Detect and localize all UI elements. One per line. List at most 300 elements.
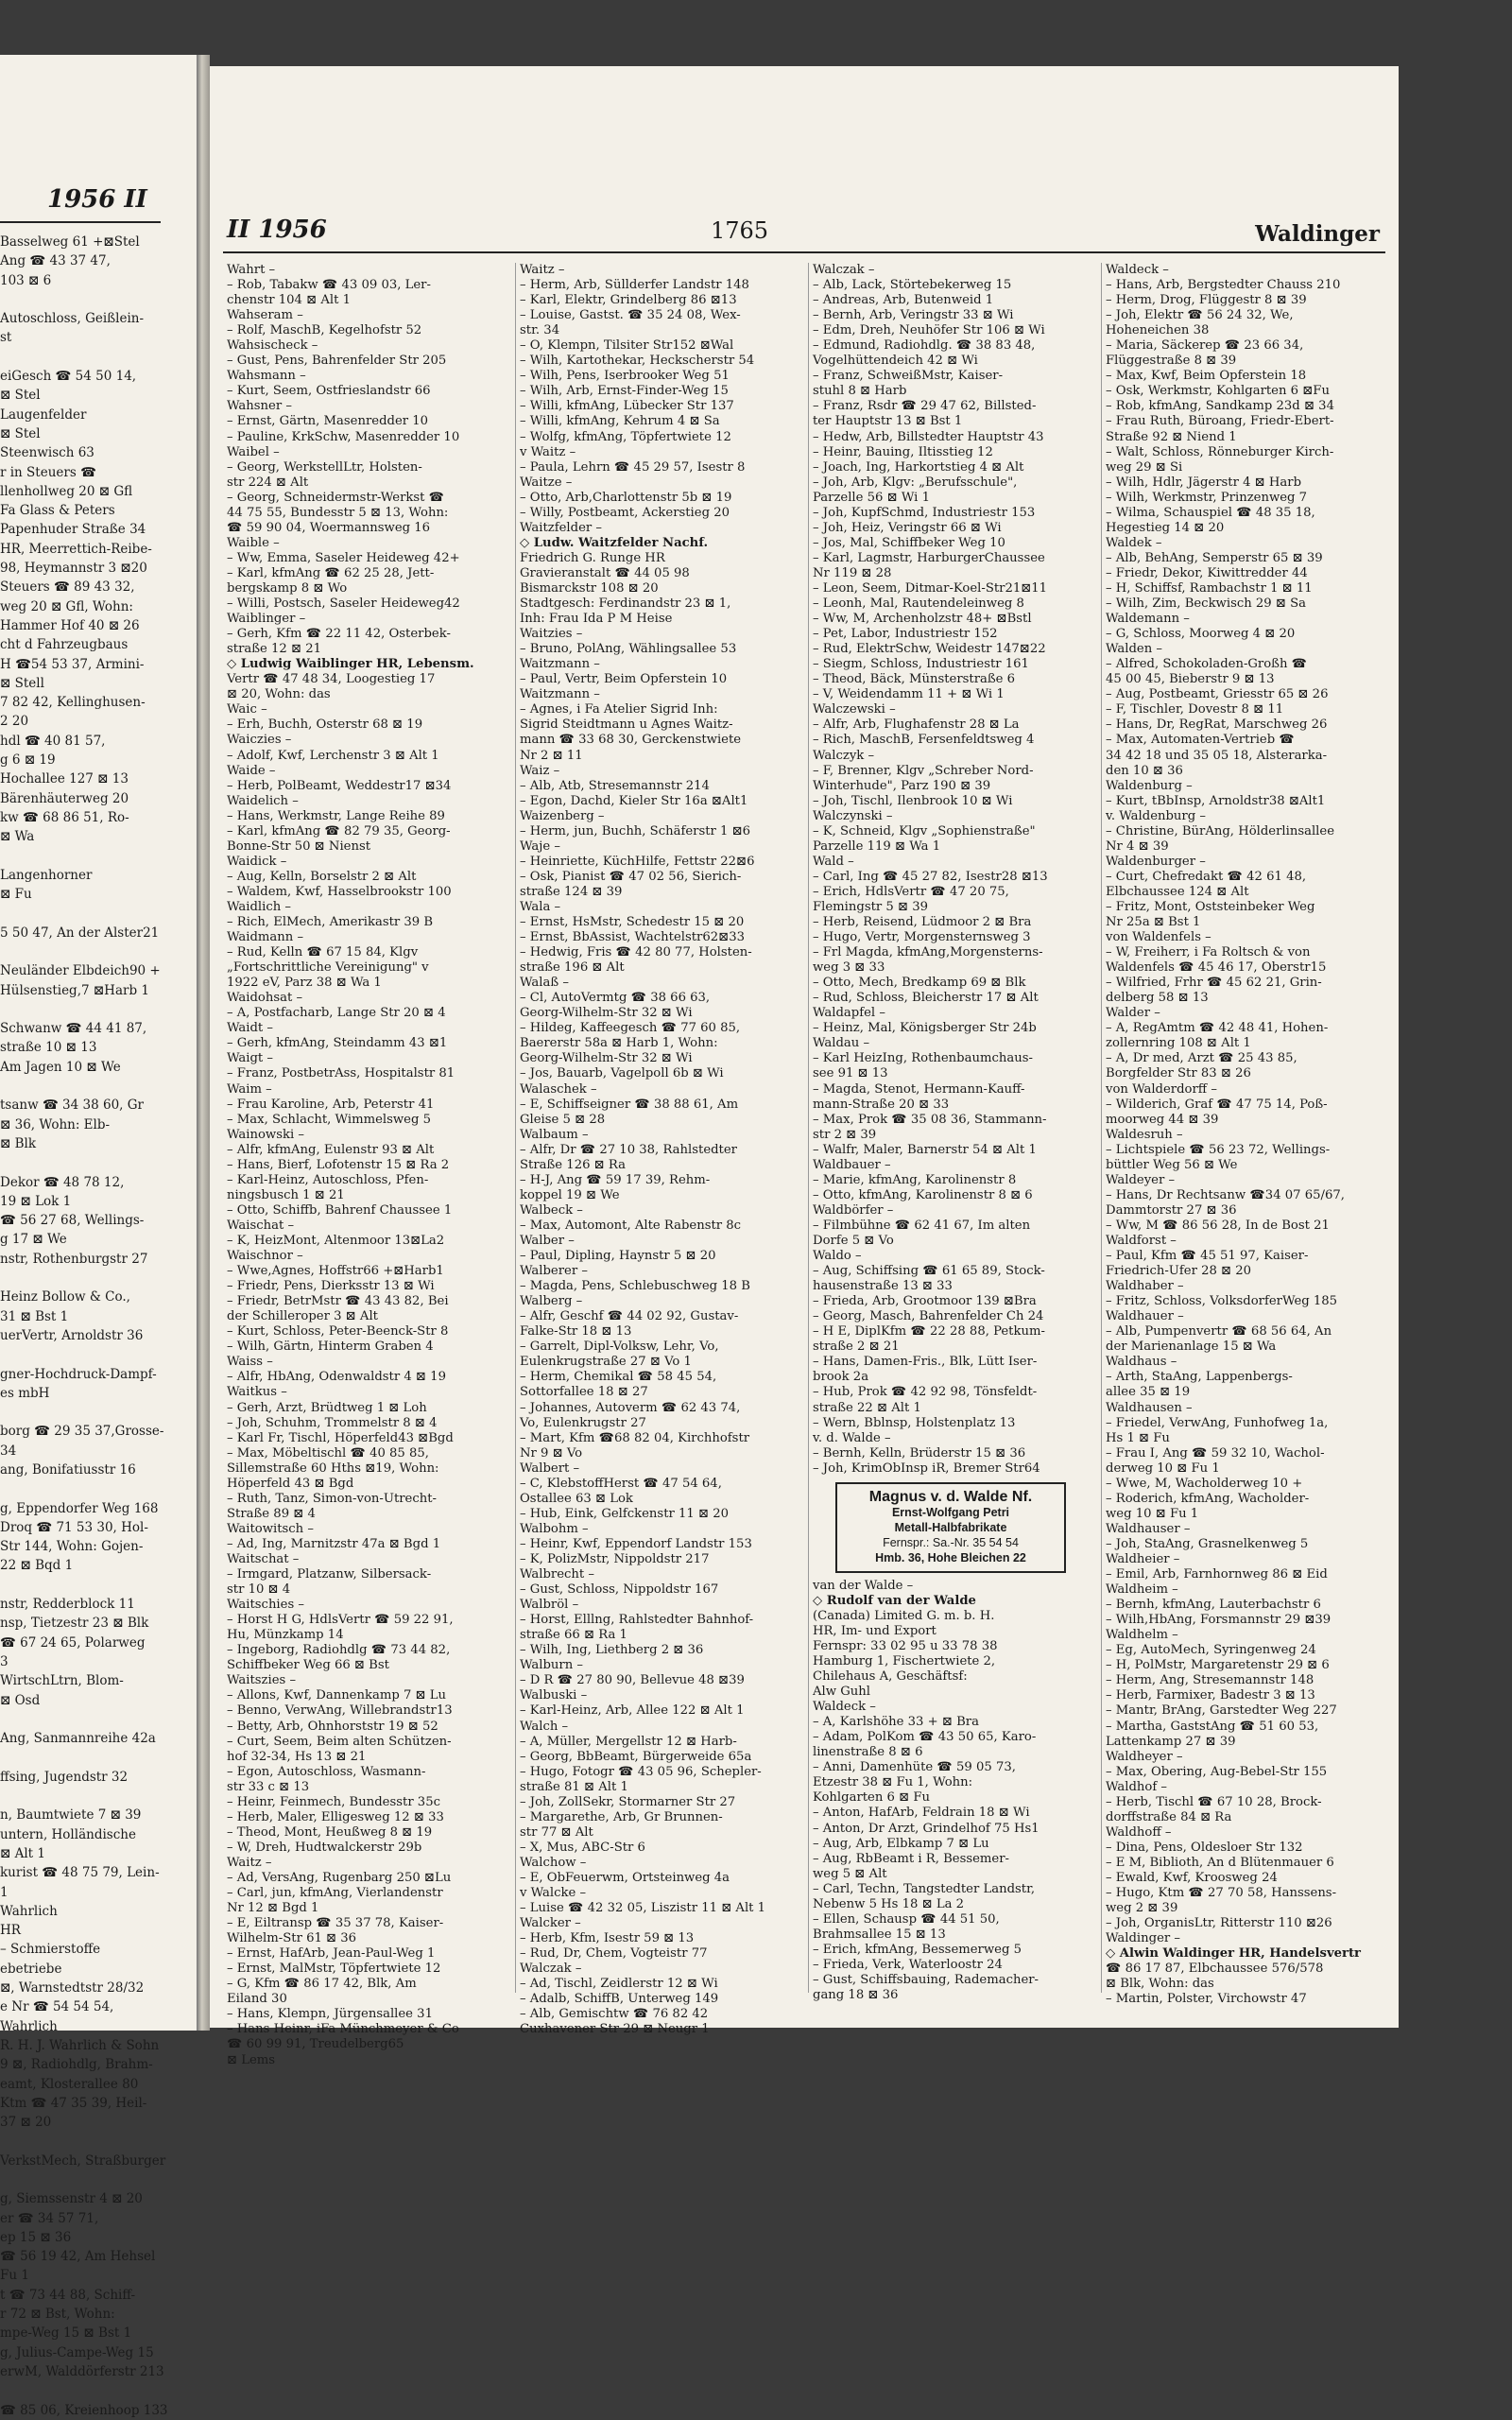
directory-entry-line: ter Hauptstr 13 ⊠ Bst 1 bbox=[813, 414, 963, 429]
directory-entry-line: – A, Müller, Mergellstr 12 ⊠ Harb- bbox=[520, 1734, 737, 1749]
directory-entry-line: – Frau I, Ang ☎ 59 32 10, Wachol- bbox=[1106, 1445, 1325, 1461]
directory-entry-line: – Aug, Kelln, Borselstr 2 ⊠ Alt bbox=[227, 869, 417, 884]
directory-entry-line: ◇ Ludw. Waitzfelder Nachf. bbox=[520, 535, 709, 550]
directory-entry-line: – Siegm, Schloss, Industriestr 161 bbox=[813, 657, 1029, 672]
directory-entry-line: Waldhoff – bbox=[1106, 1824, 1172, 1840]
guide-word: Waldinger bbox=[1255, 221, 1380, 247]
directory-entry-line: – Hans, Bierf, Lofotenstr 15 ⊠ Ra 2 bbox=[227, 1157, 450, 1172]
directory-entry-line: ⊠ Stell bbox=[0, 675, 44, 691]
directory-entry-line: – Wwe, M, Wacholderweg 10 + bbox=[1106, 1476, 1303, 1491]
directory-entry-line: Waldau – bbox=[813, 1036, 870, 1051]
directory-entry-line: – Rich, ElMech, Amerikastr 39 B bbox=[227, 915, 434, 930]
directory-entry-line: Eulenkrugstraße 27 ⊠ Vo 1 bbox=[520, 1355, 692, 1370]
directory-entry-line: – Friedr, BetrMstr ☎ 43 43 82, Bei bbox=[227, 1294, 449, 1309]
directory-entry-line: koppel 19 ⊠ We bbox=[520, 1187, 620, 1202]
directory-entry-line: Waitzmann – bbox=[520, 657, 600, 672]
directory-entry-line: Steenwisch 63 bbox=[0, 445, 94, 461]
directory-entry-line: 34 bbox=[0, 1443, 17, 1459]
directory-entry-line: – Otto, Schiffb, Bahrenf Chaussee 1 bbox=[227, 1202, 453, 1218]
directory-entry-line: Waigt – bbox=[227, 1051, 274, 1066]
directory-entry-line: – Egon, Dachd, Kieler Str 16a ⊠Alt1 bbox=[520, 793, 748, 808]
directory-entry-line: – Lichtspiele ☎ 56 23 72, Wellings- bbox=[1106, 1142, 1331, 1157]
directory-entry-line: – Ernst, Gärtn, Masenredder 10 bbox=[227, 414, 429, 429]
directory-entry-line: Waible – bbox=[227, 535, 280, 550]
directory-entry-line: st bbox=[0, 330, 12, 346]
directory-entry-line: ⊠ 20, Wohn: das bbox=[227, 687, 331, 702]
directory-entry-line: Kohlgarten 6 ⊠ Fu bbox=[813, 1790, 931, 1806]
directory-entry-line: – Ellen, Schausp ☎ 44 51 50, bbox=[813, 1911, 1000, 1927]
directory-entry-line: Waldheim – bbox=[1106, 1582, 1178, 1598]
directory-entry-line: – Heinr, Bauing, Iltisstieg 12 bbox=[813, 444, 993, 459]
directory-entry-line: – Schmierstoffe bbox=[0, 1942, 101, 1958]
directory-entry-line: ⊠, Warnstedtstr 28/32 bbox=[0, 1980, 145, 1996]
column-divider bbox=[808, 263, 809, 1993]
directory-entry-line: Waitschies – bbox=[227, 1598, 305, 1613]
directory-entry-line: Ktm ☎ 47 35 39, Heil- bbox=[0, 2095, 147, 2111]
directory-entry-line: Droq ☎ 71 53 30, Hol- bbox=[0, 1519, 148, 1535]
directory-entry-line: – Georg, WerkstellLtr, Holsten- bbox=[227, 459, 422, 475]
directory-entry-line: – Gust, Pens, Bahrenfelder Str 205 bbox=[227, 354, 447, 369]
directory-entry-line: – Aug, Schiffsing ☎ 61 65 89, Stock- bbox=[813, 1264, 1045, 1279]
directory-entry-line: Waide – bbox=[227, 763, 276, 778]
column-3 bbox=[813, 263, 1101, 2003]
directory-entry-line: er ☎ 34 57 71, bbox=[0, 2210, 99, 2226]
directory-entry-line: Str 144, Wohn: Gojen- bbox=[0, 1539, 144, 1555]
directory-entry-line: ☎ 67 24 65, Polarweg bbox=[0, 1634, 146, 1651]
directory-entry-line: Waidohsat – bbox=[227, 991, 303, 1006]
directory-entry-line: ⊠ Stel bbox=[0, 388, 41, 404]
directory-entry-line: v Walcke – bbox=[520, 1886, 587, 1901]
directory-entry-line: – Martha, GaststAng ☎ 51 60 53, bbox=[1106, 1719, 1319, 1734]
directory-entry-line: – Walfr, Maler, Barnerstr 54 ⊠ Alt 1 bbox=[813, 1142, 1037, 1157]
directory-entry-line: 34 42 18 und 35 05 18, Alsterarka- bbox=[1106, 748, 1328, 763]
directory-entry-line bbox=[0, 1345, 189, 1364]
directory-entry-line: – Frl Magda, kfmAng,Morgensterns- bbox=[813, 945, 1043, 960]
directory-entry-line: Walczak – bbox=[520, 1962, 582, 1977]
directory-entry-line: – Filmbühne ☎ 62 41 67, Im alten bbox=[813, 1218, 1031, 1233]
directory-entry-line: – Adalb, SchiffB, Unterweg 149 bbox=[520, 1992, 719, 2007]
directory-entry-line: Schwanw ☎ 44 41 87, bbox=[0, 1021, 147, 1037]
directory-entry-line: – Karl Fr, Tischl, Höperfeld43 ⊠Bgd bbox=[227, 1430, 454, 1445]
directory-entry-line: Walbröl – bbox=[520, 1598, 579, 1613]
directory-entry-line: Georg-Wilhelm-Str 32 ⊠ Wi bbox=[520, 1006, 693, 1021]
header-rule bbox=[0, 221, 161, 223]
directory-entry-line: Hammer Hof 40 ⊠ 26 bbox=[0, 617, 140, 633]
directory-entry-line: Langenhorner bbox=[0, 867, 93, 883]
directory-entry-line: – V, Weidendamm 11 + ⊠ Wi 1 bbox=[813, 687, 1005, 702]
directory-entry-line: – H-J, Ang ☎ 59 17 39, Rehm- bbox=[520, 1172, 711, 1187]
directory-entry-line: Wahrlich bbox=[0, 2018, 58, 2034]
directory-entry-line: Waitzmann – bbox=[520, 687, 600, 702]
directory-entry-line: – Edmund, Radiohdlg. ☎ 38 83 48, bbox=[813, 338, 1036, 354]
directory-entry-line: kurist ☎ 48 75 79, Lein- bbox=[0, 1865, 160, 1881]
directory-entry-line: str 2 ⊠ 39 bbox=[813, 1127, 877, 1142]
directory-entry-line: Waldenburg – bbox=[1106, 778, 1193, 793]
directory-entry-line: – Hans, Dr, RegRat, Marschweg 26 bbox=[1106, 717, 1328, 733]
directory-entry-line: – Fritz, Mont, Oststeinbeker Weg bbox=[1106, 899, 1315, 914]
directory-entry-line: HR bbox=[0, 1923, 21, 1939]
directory-entry-line: – Alfred, Schokoladen-Großh ☎ bbox=[1106, 657, 1308, 672]
directory-entry-line: Straße 92 ⊠ Niend 1 bbox=[1106, 429, 1237, 444]
directory-entry-line: weg 3 ⊠ 33 bbox=[813, 960, 885, 976]
directory-entry-line: Walberer – bbox=[520, 1264, 588, 1279]
directory-entry-line: Sigrid Steidtmann u Agnes Waitz- bbox=[520, 717, 733, 733]
directory-entry-line: Waiczies – bbox=[227, 733, 292, 748]
directory-entry-line: ⊠ Wa bbox=[0, 829, 35, 845]
directory-entry-line: von Waldenfels – bbox=[1106, 930, 1211, 945]
directory-entry-line: – Alb, Pumpenvertr ☎ 68 56 64, An bbox=[1106, 1324, 1332, 1340]
directory-entry-line: – Mart, Kfm ☎68 82 04, Kirchhofstr bbox=[520, 1430, 750, 1445]
directory-entry-line: – Kurt, Seem, Ostfrieslandstr 66 bbox=[227, 384, 431, 399]
directory-entry-line: Waldhauer – bbox=[1106, 1309, 1184, 1324]
directory-entry-line: – Margarethe, Arb, Gr Brunnen- bbox=[520, 1809, 723, 1824]
directory-entry-line: – Ww, M, Archenholzstr 48+ ⊠Bstl bbox=[813, 612, 1032, 627]
directory-entry-line: Waic – bbox=[227, 702, 267, 717]
directory-entry-line: – Karl HeizIng, Rothenbaumchaus- bbox=[813, 1051, 1033, 1066]
directory-entry-line: – K, HeizMont, Altenmoor 13⊠La2 bbox=[227, 1234, 445, 1248]
directory-entry-line: – Joh, KrimObInsp iR, Bremer Str64 bbox=[813, 1461, 1040, 1476]
directory-entry-line: g, Eppendorfer Weg 168 bbox=[0, 1500, 159, 1516]
directory-entry-line: untern, Holländische bbox=[0, 1826, 136, 1842]
directory-entry-line: – Wilh, Ing, Liethberg 2 ⊠ 36 bbox=[520, 1643, 704, 1658]
directory-entry-line: straße 12 ⊠ 21 bbox=[227, 642, 322, 657]
book-gutter bbox=[197, 55, 210, 2031]
directory-entry-line: – Magda, Pens, Schlebuschweg 18 B bbox=[520, 1279, 750, 1294]
directory-entry-line: Walchow – bbox=[520, 1855, 587, 1870]
ad-title: Magnus v. d. Walde Nf. bbox=[868, 1488, 1033, 1505]
directory-entry-line: Vogelhüttendeich 42 ⊠ Wi bbox=[813, 354, 978, 369]
directory-entry-line: – W, Freiherr, i Fa Roltsch & von bbox=[1106, 945, 1311, 960]
directory-entry-line: Walaß – bbox=[520, 976, 569, 991]
directory-entry-line: – H E, DiplKfm ☎ 22 28 88, Petkum- bbox=[813, 1324, 1045, 1340]
directory-entry-line: – Ingeborg, Radiohdlg ☎ 73 44 82, bbox=[227, 1643, 451, 1658]
directory-entry-line: – Friedel, VerwAng, Funhofweg 1a, bbox=[1106, 1415, 1329, 1430]
directory-entry-line: – Gerh, kfmAng, Steindamm 43 ⊠1 bbox=[227, 1036, 448, 1051]
directory-entry-line: ebetriebe bbox=[0, 1961, 62, 1977]
directory-entry-line: – Rob, kfmAng, Sandkamp 23d ⊠ 34 bbox=[1106, 399, 1334, 414]
directory-entry-line: – Paul, Kfm ☎ 45 51 97, Kaiser- bbox=[1106, 1249, 1309, 1264]
directory-entry-line: – G, Kfm ☎ 86 17 42, Blk, Am bbox=[227, 1977, 417, 1992]
directory-entry-line: – Leon, Seem, Ditmar-Koel-Str21⊠11 bbox=[813, 580, 1048, 596]
left-page-column bbox=[0, 233, 189, 2420]
directory-entry-line: Stadtgesch: Ferdinandstr 23 ⊠ 1, bbox=[520, 596, 731, 612]
directory-entry-line: Walbaum – bbox=[520, 1127, 589, 1142]
directory-entry-line: H ☎54 53 37, Armini- bbox=[0, 656, 145, 672]
directory-entry-line: Friedrich-Ufer 28 ⊠ 20 bbox=[1106, 1264, 1252, 1279]
directory-entry-line: – Magda, Stenot, Hermann-Kauff- bbox=[813, 1081, 1025, 1097]
directory-entry-line: Autoschloss, Geißlein- bbox=[0, 311, 145, 327]
directory-entry-line: ep 15 ⊠ 36 bbox=[0, 2229, 72, 2245]
directory-entry-line: ◇ Rudolf van der Walde bbox=[813, 1593, 976, 1608]
directory-entry-line: – Alb, Atb, Stresemannstr 214 bbox=[520, 778, 710, 793]
directory-entry-line: – Willi, kfmAng, Lübecker Str 137 bbox=[520, 399, 734, 414]
directory-entry-line: Vo, Eulenkrugstr 27 bbox=[520, 1415, 646, 1430]
directory-entry-line: Waldenburger – bbox=[1106, 854, 1206, 869]
directory-entry-line: Baererstr 58a ⊠ Harb 1, Wohn: bbox=[520, 1036, 718, 1051]
directory-entry-line: – Maria, Säckerep ☎ 23 66 34, bbox=[1106, 338, 1304, 354]
directory-entry-line: – Erich, HdlsVertr ☎ 47 20 75, bbox=[813, 884, 1009, 899]
directory-entry-line: – Ww, M ☎ 86 56 28, In de Bost 21 bbox=[1106, 1218, 1330, 1233]
directory-entry-line: – Allons, Kwf, Dannenkamp 7 ⊠ Lu bbox=[227, 1688, 447, 1703]
directory-entry-line: – E, ObFeuerwm, Ortsteinweg 4a bbox=[520, 1870, 730, 1885]
directory-entry-line: stuhl 8 ⊠ Harb bbox=[813, 384, 907, 399]
page-number: 1765 bbox=[711, 217, 769, 244]
directory-entry-line: – Herb, Maler, Elligesweg 12 ⊠ 33 bbox=[227, 1809, 444, 1824]
directory-entry-line: – Hildeg, Kaffeegesch ☎ 77 60 85, bbox=[520, 1021, 741, 1036]
directory-entry-line: Waitzies – bbox=[520, 627, 583, 642]
directory-entry-line: – Garrelt, Dipl-Volksw, Lehr, Vo, bbox=[520, 1340, 719, 1355]
directory-entry-line: – Joh, KupfSchmd, Industriestr 153 bbox=[813, 505, 1036, 520]
directory-entry-line: t ☎ 73 44 88, Schiff- bbox=[0, 2287, 136, 2303]
directory-entry-line: Waldek – bbox=[1106, 535, 1162, 550]
directory-entry-line: – Heinr, Feinmech, Bundesstr 35c bbox=[227, 1794, 440, 1809]
directory-entry-line: Waitze – bbox=[520, 475, 573, 490]
directory-entry-line: – G, Schloss, Moorweg 4 ⊠ 20 bbox=[1106, 627, 1296, 642]
directory-entry-line: – Karl-Heinz, Autoschloss, Pfen- bbox=[227, 1172, 429, 1187]
directory-entry-line: – E, Schiffseigner ☎ 38 88 61, Am bbox=[520, 1097, 739, 1112]
directory-entry-line: – Max, Möbeltischl ☎ 40 85 85, bbox=[227, 1445, 429, 1461]
directory-entry-line: – Hugo, Fotogr ☎ 43 05 96, Schepler- bbox=[520, 1764, 762, 1779]
directory-entry-line: – Alb, Gemischtw ☎ 76 82 42 bbox=[520, 2007, 709, 2022]
directory-entry-line: – Wilh, Hdlr, Jägerstr 4 ⊠ Harb bbox=[1106, 475, 1302, 490]
directory-entry-line: – A, RegAmtm ☎ 42 48 41, Hohen- bbox=[1106, 1021, 1329, 1036]
directory-entry-line: ⊠ Osd bbox=[0, 1692, 41, 1708]
directory-entry-line: allee 35 ⊠ 19 bbox=[1106, 1385, 1191, 1400]
directory-entry-line: – Herb, Kfm, Isestr 59 ⊠ 13 bbox=[520, 1931, 695, 1946]
directory-entry-line: – Fritz, Schloss, VolksdorferWeg 185 bbox=[1106, 1294, 1338, 1309]
directory-entry-line: – Erich, kfmAng, Bessemerweg 5 bbox=[813, 1942, 1022, 1957]
directory-entry-line: – Benno, VerwAng, Willebrandstr13 bbox=[227, 1703, 453, 1719]
directory-entry-line: – Hans Heinr, iFa Münchmeyer & Co bbox=[227, 2022, 459, 2037]
directory-entry-line: – Herm, jun, Buchh, Schäferstr 1 ⊠6 bbox=[520, 823, 751, 838]
directory-entry-line: g 6 ⊠ 19 bbox=[0, 752, 56, 769]
directory-entry-line: Straße 126 ⊠ Ra bbox=[520, 1157, 627, 1172]
directory-entry-line: – Paul, Vertr, Beim Opferstein 10 bbox=[520, 672, 728, 687]
directory-entry-line: – Hub, Prok ☎ 42 92 98, Tönsfeldt- bbox=[813, 1385, 1038, 1400]
directory-entry-line: Sottorfallee 18 ⊠ 27 bbox=[520, 1385, 648, 1400]
directory-entry-line: – Ernst, BbAssist, Wachtelstr62⊠33 bbox=[520, 930, 745, 945]
directory-entry-line: – Georg, Schneidermstr-Werkst ☎ bbox=[227, 490, 445, 505]
directory-entry-line: weg 10 ⊠ Fu 1 bbox=[1106, 1506, 1199, 1521]
directory-entry-line: Waischat – bbox=[227, 1218, 295, 1233]
directory-entry-line: Waischnor – bbox=[227, 1249, 303, 1264]
directory-entry-line: ⊠ Fu bbox=[0, 887, 32, 903]
directory-entry-line: 7 82 42, Kellinghusen- bbox=[0, 695, 146, 711]
directory-entry-line bbox=[0, 1077, 189, 1096]
directory-entry-line: Lattenkamp 27 ⊠ 39 bbox=[1106, 1734, 1236, 1749]
directory-entry-line: Gleise 5 ⊠ 28 bbox=[520, 1112, 606, 1127]
directory-entry-line: 19 ⊠ Lok 1 bbox=[0, 1193, 72, 1209]
directory-entry-line: Am Jagen 10 ⊠ We bbox=[0, 1059, 121, 1075]
directory-entry-line: 44 75 55, Bundesstr 5 ⊠ 13, Wohn: bbox=[227, 505, 449, 520]
directory-entry-line: – Max, Kwf, Beim Opferstein 18 bbox=[1106, 369, 1307, 384]
directory-entry-line: Friedrich G. Runge HR bbox=[520, 550, 665, 565]
directory-entry-line: – Willy, Postbeamt, Ackerstieg 20 bbox=[520, 505, 730, 520]
directory-entry-line: HR, Meerrettich-Reibe- bbox=[0, 541, 152, 557]
directory-entry-line: Walaschek – bbox=[520, 1081, 597, 1097]
directory-entry-line: Ang, Sanmannreihe 42a bbox=[0, 1731, 156, 1747]
directory-entry-line: Waldhauser – bbox=[1106, 1521, 1191, 1536]
directory-entry-line: – Erh, Buchh, Osterstr 68 ⊠ 19 bbox=[227, 717, 423, 733]
directory-entry-line: zollernring 108 ⊠ Alt 1 bbox=[1106, 1036, 1251, 1051]
left-page-fragment bbox=[0, 55, 198, 2418]
directory-entry-line: Waitzfelder – bbox=[520, 520, 602, 535]
directory-entry-line bbox=[0, 1748, 189, 1767]
ad-line: Hmb. 36, Hohe Bleichen 22 bbox=[875, 1550, 1026, 1564]
directory-entry-line: – Frieda, Arb, Grootmoor 139 ⊠Bra bbox=[813, 1294, 1037, 1309]
directory-entry-line: mann ☎ 33 68 30, Gerckenstwiete bbox=[520, 733, 742, 748]
directory-entry-line: Waitschat – bbox=[227, 1551, 300, 1566]
directory-entry-line: – Max, Obering, Aug-Bebel-Str 155 bbox=[1106, 1764, 1328, 1779]
directory-entry-line: ⊠ Stel bbox=[0, 425, 41, 441]
directory-entry-line: Nr 25a ⊠ Bst 1 bbox=[1106, 915, 1201, 930]
directory-entry-line: straße 2 ⊠ 21 bbox=[813, 1340, 900, 1355]
directory-entry-line: ⊠ Blk bbox=[0, 1135, 37, 1151]
directory-entry-line: – Alfr, Arb, Flughafenstr 28 ⊠ La bbox=[813, 717, 1020, 733]
directory-entry-line: – Theod, Bäck, Münsterstraße 6 bbox=[813, 672, 1016, 687]
directory-entry-line: Wilhelm-Str 61 ⊠ 36 bbox=[227, 1931, 357, 1946]
directory-entry-line: ang, Bonifatiusstr 16 bbox=[0, 1462, 136, 1478]
directory-entry-line: Wahsmann – bbox=[227, 369, 306, 384]
directory-entry-line: kw ☎ 68 86 51, Ro- bbox=[0, 809, 129, 825]
directory-entry-line: – Herb, PolBeamt, Weddestr17 ⊠34 bbox=[227, 778, 452, 793]
directory-entry-line: Hülsenstieg,7 ⊠Harb 1 bbox=[0, 982, 149, 998]
directory-entry-line: borg ☎ 29 35 37,Grosse- bbox=[0, 1424, 164, 1440]
column-3-top bbox=[813, 263, 1101, 1477]
directory-entry-line: – Alfr, Geschf ☎ 44 02 92, Gustav- bbox=[520, 1309, 739, 1324]
directory-entry-line bbox=[0, 2381, 189, 2400]
directory-entry-line: Walbrecht – bbox=[520, 1567, 595, 1582]
directory-entry-line: Walbeck – bbox=[520, 1202, 583, 1218]
directory-entry-line: g, Julius-Campe-Weg 15 bbox=[0, 2344, 154, 2360]
directory-entry-line: Walder – bbox=[1106, 1006, 1160, 1021]
directory-entry-line: Walbuski – bbox=[520, 1688, 588, 1703]
directory-entry-line: – Paul, Dipling, Haynstr 5 ⊠ 20 bbox=[520, 1249, 716, 1264]
directory-entry-line: van der Walde – bbox=[813, 1578, 914, 1593]
directory-entry-line: – A, Dr med, Arzt ☎ 25 43 85, bbox=[1106, 1051, 1297, 1066]
directory-entry-line: Waidt – bbox=[227, 1021, 274, 1036]
directory-entry-line: – Gerh, Kfm ☎ 22 11 42, Osterbek- bbox=[227, 627, 451, 642]
directory-entry-line: – Wilh,HbAng, Forsmannstr 29 ⊠39 bbox=[1106, 1613, 1332, 1628]
directory-entry-line: – A, Postfacharb, Lange Str 20 ⊠ 4 bbox=[227, 1006, 446, 1021]
directory-entry-line: Waizenberg – bbox=[520, 808, 605, 823]
directory-entry-line: Nr 119 ⊠ 28 bbox=[813, 565, 892, 580]
directory-entry-line: see 91 ⊠ 13 bbox=[813, 1066, 888, 1081]
directory-entry-line: – Hedw, Arb, Billstedter Hauptstr 43 bbox=[813, 429, 1044, 444]
directory-entry-line: Fu 1 bbox=[0, 2268, 29, 2284]
column-2 bbox=[520, 263, 808, 2037]
directory-entry-line: 5 50 47, An der Alster21 bbox=[0, 925, 160, 941]
directory-entry-line: R. H. J. Wahrlich & Sohn bbox=[0, 2037, 160, 2053]
directory-entry-line: Hs 1 ⊠ Fu bbox=[1106, 1430, 1170, 1445]
directory-entry-line: – Ernst, HafArb, Jean-Paul-Weg 1 bbox=[227, 1946, 436, 1962]
directory-entry-line: – Rob, Tabakw ☎ 43 09 03, Ler- bbox=[227, 278, 431, 293]
directory-entry-line: – Aug, Arb, Elbkamp 7 ⊠ Lu bbox=[813, 1836, 989, 1851]
directory-entry-line: ⊠ Lems bbox=[227, 2052, 276, 2067]
advertisement-box bbox=[835, 1482, 1066, 1573]
directory-entry-line bbox=[0, 1269, 189, 1288]
directory-entry-line: Waitz – bbox=[520, 263, 565, 277]
header-rule bbox=[223, 251, 1385, 253]
directory-entry-line: Sillemstraße 60 Hths ⊠19, Wohn: bbox=[227, 1461, 439, 1476]
directory-entry-line: – Willi, Postsch, Saseler Heideweg42 bbox=[227, 596, 460, 612]
directory-entry-line: von Walderdorff – bbox=[1106, 1081, 1217, 1097]
directory-entry-line: Georg-Wilhelm-Str 32 ⊠ Wi bbox=[520, 1051, 693, 1066]
directory-entry-line: Gravieranstalt ☎ 44 05 98 bbox=[520, 565, 690, 580]
directory-entry-line: Waldenfels ☎ 45 46 17, Oberstr15 bbox=[1106, 960, 1327, 976]
left-page-header: 1956 II bbox=[47, 185, 147, 214]
directory-entry-line: straße 196 ⊠ Alt bbox=[520, 960, 625, 976]
directory-entry-line: ☎ 56 27 68, Wellings- bbox=[0, 1213, 145, 1229]
directory-entry-line: Cuxhavener Str 29 ⊠ Neugr 1 bbox=[520, 2022, 710, 2037]
directory-entry-line: Nr 9 ⊠ Vo bbox=[520, 1445, 583, 1461]
directory-entry-line bbox=[0, 1479, 189, 1498]
directory-entry-line: – X, Mus, ABC-Str 6 bbox=[520, 1840, 645, 1855]
directory-entry-line: – Hans, Dr Rechtsanw ☎34 07 65/67, bbox=[1106, 1187, 1345, 1202]
directory-entry-line: – Ad, Ing, Marnitzstr 47a ⊠ Bgd 1 bbox=[227, 1536, 441, 1551]
directory-entry-line: ⊠ Blk, Wohn: das bbox=[1106, 1977, 1214, 1992]
directory-entry-line: – Alfr, Dr ☎ 27 10 38, Rahlstedter bbox=[520, 1142, 737, 1157]
directory-entry-line: „Fortschrittliche Vereinigung" v bbox=[227, 960, 429, 976]
directory-entry-line: ☎ 56 19 42, Am Hehsel bbox=[0, 2249, 156, 2265]
directory-entry-line: Bärenhäuterweg 20 bbox=[0, 790, 129, 806]
directory-entry-line: r in Steuers ☎ bbox=[0, 464, 96, 480]
directory-entry-line: Waiblinger – bbox=[227, 612, 306, 627]
directory-entry-line: Brahmsallee 15 ⊠ 13 bbox=[813, 1927, 946, 1942]
directory-entry-line: Hamburg 1, Fischertwiete 2, bbox=[813, 1653, 996, 1668]
directory-entry-line: – Georg, Masch, Bahrenfelder Ch 24 bbox=[813, 1309, 1044, 1324]
directory-entry-line: – Emil, Arb, Farnhornweg 86 ⊠ Eid bbox=[1106, 1567, 1328, 1582]
directory-entry-line: eiGesch ☎ 54 50 14, bbox=[0, 369, 137, 385]
directory-entry-line: Waldinger – bbox=[1106, 1931, 1180, 1946]
directory-entry-line bbox=[0, 2170, 189, 2189]
directory-entry-line: ⊠ Alt 1 bbox=[0, 1845, 45, 1861]
directory-entry-line: cht d Fahrzeugbaus bbox=[0, 637, 129, 653]
directory-page bbox=[210, 66, 1399, 2067]
ad-line: Metall-Halbfabrikate bbox=[894, 1520, 1007, 1534]
directory-entry-line: Waldbörfer – bbox=[813, 1202, 894, 1218]
directory-entry-line: v. Waldenburg – bbox=[1106, 808, 1206, 823]
directory-entry-line: Waldapfel – bbox=[813, 1006, 885, 1021]
directory-entry-line: Waitszies – bbox=[227, 1673, 297, 1688]
directory-entry-line: – Walt, Schloss, Rönneburger Kirch- bbox=[1106, 444, 1334, 459]
directory-entry-line: str. 34 bbox=[520, 323, 560, 338]
directory-entry-line: – Christine, BürAng, Hölderlinsallee bbox=[1106, 823, 1334, 838]
directory-entry-line: – Hans, Werkmstr, Lange Reihe 89 bbox=[227, 808, 445, 823]
directory-entry-line: – Hans, Damen-Fris., Blk, Lütt Iser- bbox=[813, 1355, 1038, 1370]
directory-entry-line: str 77 ⊠ Alt bbox=[520, 1824, 593, 1840]
directory-entry-line: – A, Karlshöhe 33 + ⊠ Bra bbox=[813, 1715, 979, 1730]
directory-entry-line: – Heinz, Mal, Königsberger Str 24b bbox=[813, 1021, 1037, 1036]
directory-entry-line: brook 2a bbox=[813, 1370, 869, 1385]
directory-entry-line: Waitkus – bbox=[227, 1385, 287, 1400]
directory-entry-line: – Otto, kfmAng, Karolinenstr 8 ⊠ 6 bbox=[813, 1187, 1033, 1202]
directory-entry-line bbox=[0, 1000, 189, 1019]
directory-entry-line: – Paula, Lehrn ☎ 45 29 57, Isestr 8 bbox=[520, 459, 746, 475]
directory-entry-line: mpe-Weg 15 ⊠ Bst 1 bbox=[0, 2325, 132, 2342]
directory-entry-line: – Carl, Ing ☎ 45 27 82, Isestr28 ⊠13 bbox=[813, 869, 1048, 884]
directory-entry-line: – Ruth, Tanz, Simon-von-Utrecht- bbox=[227, 1491, 437, 1506]
directory-entry-line: – O, Klempn, Tilsiter Str152 ⊠Wal bbox=[520, 338, 734, 354]
directory-entry-line: mann-Straße 20 ⊠ 33 bbox=[813, 1097, 950, 1112]
directory-entry-line: – Karl-Heinz, Arb, Allee 122 ⊠ Alt 1 bbox=[520, 1703, 745, 1719]
directory-entry-line: v. d. Walde – bbox=[813, 1430, 891, 1445]
directory-entry-line: Waldo – bbox=[813, 1249, 862, 1264]
directory-entry-line: – F, Brenner, Klgv „Schreber Nord- bbox=[813, 763, 1034, 778]
directory-entry-line: v Waitz – bbox=[520, 444, 576, 459]
directory-entry-line: – Ewald, Kwf, Kroosweg 24 bbox=[1106, 1870, 1278, 1885]
directory-entry-line bbox=[0, 942, 189, 961]
